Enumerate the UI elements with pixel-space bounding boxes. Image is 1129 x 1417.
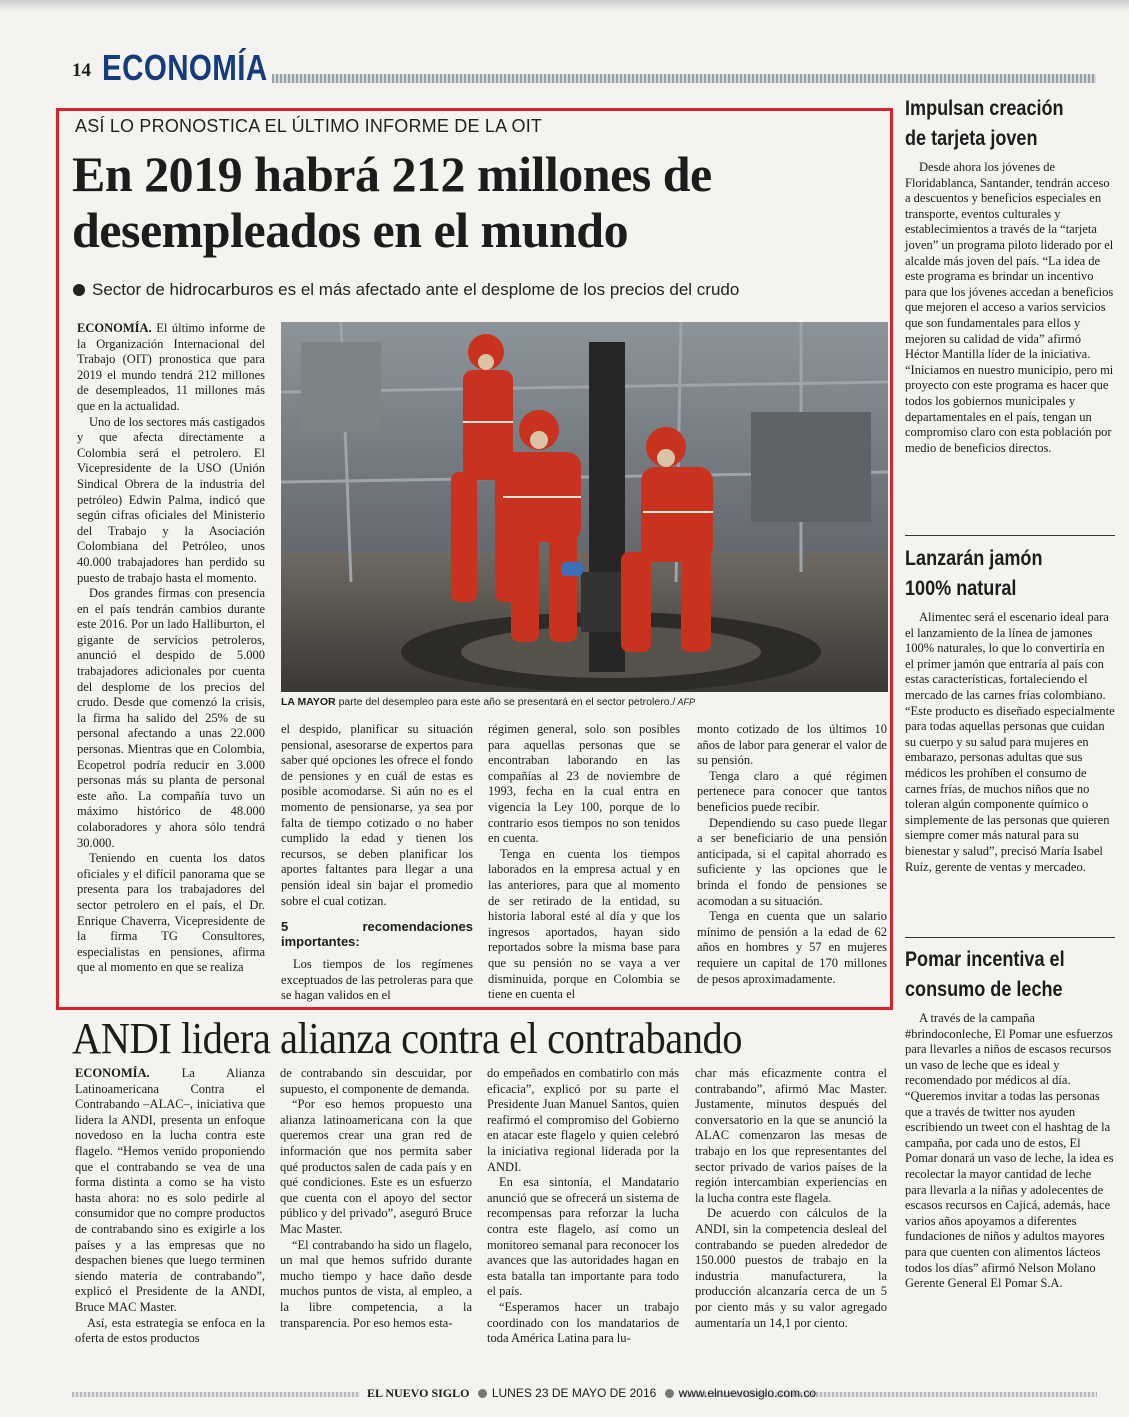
main-col1-p4: Teniendo en cuenta los datos oficiales y el difícil panorama que se presenta para los trabajadores del sector petrolero en el país, el Dr. Enrique Chaverra, Vicepresidente de la firma TG Consultores, especialistas en pensiones, afirma que al momento en que se realiza xyxy=(77,851,265,975)
andi-col3-p2: En esa sintonía, el Mandatario anunció que se ofrecerá un sistema de recompensas para reforzar la lucha contra este flagelo, así como un monitoreo semanal para reconocer los avances que las autoridades hagan en esta batalla tan importante para todo el país. xyxy=(487,1175,679,1299)
section-title: ECONOMÍA xyxy=(102,47,268,88)
sidebar-story-2 xyxy=(905,544,1115,875)
deck-bullet-icon xyxy=(73,284,85,296)
sidebar-rule-1 xyxy=(905,535,1115,536)
main-deck-text: Sector de hidrocarburos es el más afectado ante el desplome de los precios del crudo xyxy=(92,280,740,299)
sidebar-story2-title: Lanzarán jamón 100% natural xyxy=(905,547,1043,600)
andi-col1-p1: ECONOMÍA. La Alianza Latinoamericana Contra el Contrabando –ALAC–, iniciativa que lidera la ANDI, presenta un enfoque novedoso en la lucha contra este flagelo. “Hemos venido proponiendo que el contrabando se vea de una forma distinta a como se ha visto hasta ahora: no es solo pedirle al consumidor que no compre productos de contrabando sino es exigirle a los países y a las empresas que no despachen bienes que luego terminen siendo materia de contrabando”, explicó el Presidente de la ANDI, Bruce MAC Master. xyxy=(75,1066,265,1314)
andi-col-4 xyxy=(695,1066,887,1331)
andi-col4-p1: char más eficazmente contra el contrabando”, afirmó Mac Master. Justamente, minutos después del conversatorio en la que se anunció la ALAC comenzaron las mesas de trabajo en los que representantes del sector privado de varios países de la región intercambian experiencias en la lucha contra este flagela. xyxy=(695,1066,887,1205)
andi-col4-p2: De acuerdo con cálculos de la ANDI, sin la competencia desleal del contrabando se pueden alrededor de 150.000 puestos de trabajo en la industria manufacturera, la producción alcanzaría cerca de un 5 por ciento más y su valor agregado aumentaría un 14,1 por ciento. xyxy=(695,1206,887,1330)
dateline: ECONOMÍA. xyxy=(77,321,152,335)
sidebar-story1-title: Impulsan creación de tarjeta joven xyxy=(905,97,1064,150)
andi-headline: ANDI lidera alianza contra el contrabando xyxy=(72,1014,743,1063)
main-col4-p1: monto cotizado de los últimos 10 años de labor para generar el valor de su pensión. xyxy=(697,722,887,768)
footer-date: LUNES 23 DE MAYO DE 2016 xyxy=(491,1386,657,1400)
main-col1-p1: ECONOMÍA. El último informe de la Organización Internacional del Trabajo (OIT) pronostica que para 2019 el mundo tendrá 212 millones de desempleados, 11 millones más que en la actualidad. xyxy=(77,321,265,413)
andi-col1-p2: Así, esta estrategia se enfoca en la oferta de estos productos xyxy=(75,1315,265,1346)
andi-col3-p1: do empeñados en combatirlo con más eficacia”, explicó por su parte el Presidente Juan Manuel Santos, quien reafirmó el compromiso del Gobierno en atacar este flagelo y quien celebró la iniciativa regional liderada por la ANDI. xyxy=(487,1066,679,1174)
main-col-2 xyxy=(281,722,473,1004)
main-headline-line1: En 2019 habrá 212 millones de xyxy=(72,146,712,202)
andi-col-3 xyxy=(487,1066,679,1347)
main-col4-p4: Tenga en cuenta que un salario mínimo de pensión a la edad de 62 años en hombres y 57 en mujeres requiere un capital de 170 millones de pesos aproximadamente. xyxy=(697,909,887,986)
sidebar-story1-body: Desde ahora los jóvenes de Floridablanca, Santander, tendrán acceso a descuentos y beneficios especiales en transporte, eventos culturales y establecimientos a través de la “tarjeta joven” un programa piloto liderado por el alcalde más joven del país. “La idea de este programa es brindar un incentivo para que los jóvenes accedan a beneficios que mejoren el acceso a varios servicios que son fundamentales para ellos y mejoren su calidad de vida” afirmó Héctor Mantilla líder de la iniciativa. “Iniciamos en nuestro municipio, pero mi proyecto con este programa es hacer que todos los gobiernos municipales y departamentales en el país, tengan un compromiso claro con esta población por medio de beneficios directos. xyxy=(905,160,1114,455)
page-number: 14 xyxy=(72,60,91,81)
main-col4-p3: Dependiendo su caso puede llegar a ser beneficiario de una pensión anticipada, si el capital ahorrado es suficiente y las opciones que le brinda el fondo de pensiones se acomodan a su situación. xyxy=(697,815,887,908)
recommendations-subhead: 5 recomendaciones importantes: xyxy=(281,919,473,950)
top-edge-shade xyxy=(0,0,1129,12)
sidebar-story-1 xyxy=(905,94,1115,456)
andi-col3-p3: “Esperamos hacer un trabajo coordinado con los mandatarios de toda América Latina para lu- xyxy=(487,1299,679,1346)
photo-caption-lead: LA MAYOR xyxy=(281,696,336,708)
oil-workers-photo xyxy=(281,322,888,692)
footer xyxy=(367,1386,816,1401)
andi-col-1 xyxy=(75,1066,265,1347)
andi-col2-p2: “Por eso hemos propuesto una alianza latinoamericana con la que queremos crear una gran red de información que nos permita saber qué productos salen de cada país y en qué condiciones. Este es un esfuerzo que cuenta con el apoyo del sector público y del privado”, aseguró Bruce Mac Master. xyxy=(280,1097,472,1236)
main-col-4 xyxy=(697,722,887,987)
main-col-1 xyxy=(77,321,265,976)
main-col-3 xyxy=(488,722,680,1003)
main-headline xyxy=(72,146,892,258)
section-rule xyxy=(272,74,1096,83)
andi-col-2 xyxy=(280,1066,472,1331)
sidebar-story2-body: Alimentec será el escenario ideal para el lanzamiento de la línea de jamones 100% naturales, lo que lo convertiría en el primer jamón que entraría al país con estas características, fortaleciendo el mercado de las carnes frías colombiano. “Este producto es diseñado especialmente para todas aquellas personas que cuidan su cuerpo y su salud para mujeres en embarazo, personas adultas que sus médicos les prohíben el consumo de carnes frías, de muchos niños que no toleran algún componente químico o simplemente de las personas que quieren siempre comer más natural para su bienestar y salud”, precisó María Isabel Ruíz, gerente de ventas y mercadeo. xyxy=(905,610,1115,874)
oil-rig-illustration xyxy=(281,322,888,692)
footer-brand: EL NUEVO SIGLO xyxy=(367,1386,470,1400)
andi-col2-p1: de contrabando sin descuidar, por supuesto, el componente de demanda. xyxy=(280,1066,472,1096)
main-col3-p2: Tenga en cuenta los tiempos laborados en la empresa actual y en las anteriores, para que al momento de ser retirado de la entidad, su historia laboral esté al día y que los ingresos aportados, hayan sido reportados sobre la misma base para que su pensión no se vaya a ver disminuida, porque en Colombia se tiene en cuenta el xyxy=(488,846,680,1002)
main-col4-p2: Tenga claro a qué régimen pertenece para conocer que tantos beneficios puede recibir. xyxy=(697,768,887,814)
main-col2-p2: Los tiempos de los regímenes exceptuados de las petroleras para que se hagan validos en el xyxy=(281,957,473,1003)
andi-dateline: ECONOMÍA. xyxy=(75,1066,150,1080)
main-headline-line2: desempleados en el mundo xyxy=(72,202,629,258)
sidebar-rule-2 xyxy=(905,937,1115,938)
footer-dot-icon xyxy=(478,1389,487,1398)
footer-dot-icon xyxy=(665,1389,674,1398)
main-col2-p1: el despido, planificar su situación pensional, asesorarse de expertos para saber qué opciones les ofrece el fondo de pensiones y en cuál de estas es posible acomodarse. Si aún no es el momento de pensionarse, ya sea por falta de tiempo cotizado o no haber cumplido la edad y tienen los recursos, se deben planificar los aportes faltantes para llegar a una pensión ideal sin bajar el promedio sobre el cual cotizan. xyxy=(281,722,473,908)
photo-credit: AFP xyxy=(675,697,696,707)
main-col1-p2: Uno de los sectores más castigados y que afecta directamente a Colombia será el petrolero. El Vicepresidente de la USO (Unión Sindical Obrera de la industria del petróleo) Edwin Palma, indicó que según cifras oficiales del Ministerio del Trabajo y la Asociación Colombiana del Petróleo, unos 40.000 trabajadores han perdido su puesto de trabajo hasta el momento. xyxy=(77,414,266,585)
main-deck xyxy=(73,280,739,300)
main-col3-p1: régimen general, solo son posibles para aquellas personas que se encontraban laborando en las compañías al 23 de noviembre de 1993, fecha en la cual entra en vigencia la Ley 100, porque de lo contrario esos tiempos no son tenidos en cuenta. xyxy=(488,722,680,846)
footer-url[interactable]: www.elnuevosiglo.com.co xyxy=(678,1386,817,1400)
photo-caption: LA MAYOR parte del desempleo para este año se presentará en el sector petrolero./ AFP xyxy=(281,696,696,708)
main-kicker: ASÍ LO PRONOSTICA EL ÚLTIMO INFORME DE LA OIT xyxy=(75,116,543,136)
main-col1-p3: Dos grandes firmas con presencia en el país tendrán cambios durante este 2016. Por un lado Halliburton, el gigante de servicios petroleros, anunció el despido de 5.000 trabajadores adicionales por cuenta del desplome de los precios del crudo. Desde que comenzó la crisis, la firma ha salido del 25% de su personal afectando a unas 22.000 personas. Mientras que en Colombia, Ecopetrol podría reducir en 3.000 personas más su planta de personal este año. La compañía tuvo un máximo histórico de 48.000 colaboradores y ahora sólo tendrá 30.000. xyxy=(77,586,265,850)
sidebar-story-3 xyxy=(905,945,1115,1292)
sidebar-story3-body: A través de la campaña #brindoconleche, El Pomar une esfuerzos para llevarles a niños de escasos recursos un vaso de leche que es ideal y recomendado por médicos al día. “Queremos invitar a todas las personas que a través de twitter nos ayuden escribiendo un tweet con el hashtag de la campaña, por cada uno de estos, El Pomar donará un vaso de leche, la idea es recolectar la mayor cantidad de leche para llevarla a la niñas y adolecentes de escasos recursos en Cajicá, además, hace varios años apoyamos a diferentes fundaciones de niños y adultos mayores para que cuenten con alimentos lácteos todos los días” afirmó Nelson Molano Gerente General El Pomar S.A. xyxy=(905,1011,1114,1291)
sidebar-story3-title: Pomar incentiva el consumo de leche xyxy=(905,948,1065,1001)
andi-col2-p3: “El contrabando ha sido un flagelo, un mal que hemos sufrido durante mucho tiempo y hace daño desde muchos puntos de vista, al empleo, a la libre competencia, a la transparencia. Por eso hemos esta- xyxy=(280,1237,472,1330)
